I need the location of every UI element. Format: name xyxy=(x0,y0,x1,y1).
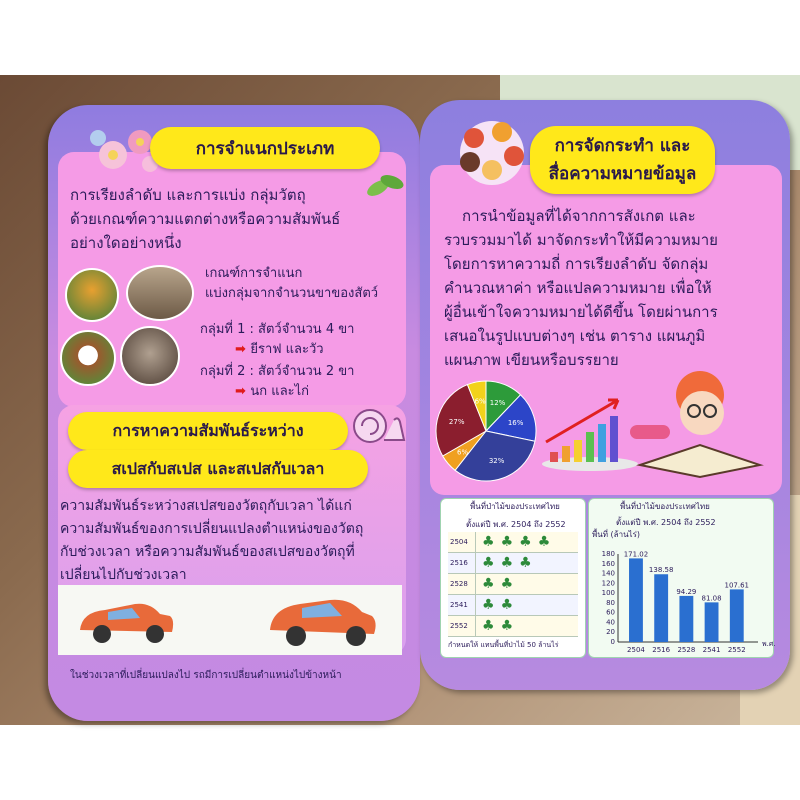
tree-icon: ♣ xyxy=(482,618,495,634)
car-caption: ในช่วงเวลาที่เปลี่ยนแปลงไป รถมีการเปลี่ยนตำแหน่งไปข้างหน้า xyxy=(70,670,342,681)
pictograph-year: 2516 xyxy=(448,553,476,573)
left-title-pill: การจำแนกประเภท xyxy=(150,127,380,169)
right-title-line1: การจัดกระทำ และ xyxy=(554,136,691,156)
bar-chart-title: พื้นที่ป่าไม้ของประเทศไทย xyxy=(620,502,710,511)
y-tick-label: 20 xyxy=(606,628,615,637)
group1-example-text: ยีราฟ และวัว xyxy=(250,342,324,357)
tree-icon: ♣ xyxy=(537,534,551,550)
right-title-pill xyxy=(530,126,715,194)
y-tick-label: 180 xyxy=(601,550,615,558)
pictograph-year: 2504 xyxy=(448,532,476,552)
right-body-line-4: คำนวณหาค่า หรือแปลความหมาย เพื่อให้ xyxy=(444,279,712,297)
x-tick-label: 2504 xyxy=(627,646,645,654)
y-tick-label: 0 xyxy=(610,638,615,646)
bar xyxy=(654,574,668,642)
bar-value-label: 138.58 xyxy=(648,566,674,575)
arrow-right-icon: ➡ xyxy=(235,384,251,399)
right-body-line-2: รวบรวมมาได้ มาจัดกระทำให้มีความหมาย xyxy=(444,231,718,249)
criteria-line-2: แบ่งกลุ่มจากจำนวนขาของสัตว์ xyxy=(205,286,379,301)
left-body-line-2: ด้วยเกณฑ์ความแตกต่างหรือความสัมพันธ์ xyxy=(70,210,341,228)
tree-icon: ♣ xyxy=(482,534,495,550)
bar xyxy=(679,596,693,642)
cow-photo xyxy=(60,330,116,386)
car-icon xyxy=(80,604,173,643)
pie-chart xyxy=(430,375,542,487)
children-icon xyxy=(452,118,532,188)
y-tick-label: 120 xyxy=(601,579,615,588)
group1-label: กลุ่มที่ 1 : สัตว์จำนวน 4 ขา xyxy=(200,322,355,337)
tree-icon: ♣ xyxy=(482,597,495,613)
bar-value-label: 171.02 xyxy=(623,550,649,559)
group2-example xyxy=(235,384,309,400)
pie-slice-label: 6% xyxy=(457,448,469,457)
bar-value-label: 94.29 xyxy=(676,587,697,596)
pictograph-row xyxy=(448,553,578,574)
tree-icon: ♣ xyxy=(519,555,532,571)
section2-title-line1: การหาความสัมพันธ์ระหว่าง xyxy=(68,412,348,450)
section2-line-3: กับช่วงเวลา หรือความสัมพันธ์ของสเปสของวัตถุที่ xyxy=(60,544,355,560)
y-tick-label: 60 xyxy=(606,608,615,617)
group1-example xyxy=(235,342,324,358)
criteria-line-1: เกณฑ์การจำแนก xyxy=(205,266,303,281)
tree-icon: ♣ xyxy=(500,555,514,571)
bar xyxy=(629,558,643,642)
tree-icon: ♣ xyxy=(500,534,514,550)
bar xyxy=(705,602,719,642)
pictograph-row xyxy=(448,532,578,553)
arrow-right-icon: ➡ xyxy=(235,342,251,357)
bar-chart-subtitle: ตั้งแต่ปี พ.ศ. 2504 ถึง 2552 xyxy=(616,518,716,527)
left-body-line-1: การเรียงลำดับ และการแบ่ง กลุ่มวัตถุ xyxy=(70,186,306,204)
tree-icon: ♣ xyxy=(500,597,514,613)
pictograph-year: 2552 xyxy=(448,616,476,636)
y-tick-label: 80 xyxy=(606,598,615,607)
y-tick-label: 40 xyxy=(606,618,615,627)
snail-icon xyxy=(348,400,408,448)
right-body-line-3: โดยการหาความถี่ การเรียงลำดับ จัดกลุ่ม xyxy=(444,255,709,273)
pie-slice-label: 6% xyxy=(474,397,486,406)
bar-value-label: 81.08 xyxy=(701,594,722,603)
right-body-line-1: การนำข้อมูลที่ได้จากการสังเกต และ xyxy=(462,207,696,225)
car-icon xyxy=(270,600,376,646)
group2-label: กลุ่มที่ 2 : สัตว์จำนวน 2 ขา xyxy=(200,364,355,379)
pie-slice-label: 32% xyxy=(488,457,505,466)
bar-chart-ylabel: พื้นที่ (ล้านไร่) xyxy=(592,530,640,539)
pictograph-row xyxy=(448,574,578,595)
section2-line-1: ความสัมพันธ์ระหว่างสเปสของวัตถุกับเวลา ได้แก่ xyxy=(60,498,352,514)
tree-icon: ♣ xyxy=(519,534,532,550)
car-illustration xyxy=(60,590,400,650)
pictograph-row xyxy=(448,595,578,616)
growth-bars-icon xyxy=(540,392,640,472)
x-tick-label: 2528 xyxy=(677,646,696,654)
x-tick-label: 2516 xyxy=(652,646,671,654)
tree-icon: ♣ xyxy=(482,555,495,571)
tree-icon: ♣ xyxy=(500,618,514,634)
pictograph-table xyxy=(448,532,578,637)
pictograph-year: 2541 xyxy=(448,595,476,615)
bar-chart xyxy=(588,540,774,658)
left-body-line-3: อย่างใดอย่างหนึ่ง xyxy=(70,234,182,252)
bar-value-label: 107.61 xyxy=(724,581,750,590)
girl-reading-icon xyxy=(630,365,770,480)
section2-title-line2: สเปสกับสเปส และสเปสกับเวลา xyxy=(68,450,368,488)
right-body-line-6: เสนอในรูปแบบต่างๆ เช่น ตาราง แผนภูมิ xyxy=(444,327,706,345)
tree-icon: ♣ xyxy=(500,576,514,592)
section2-line-4: เปลี่ยนไปกับช่วงเวลา xyxy=(60,567,187,583)
giraffe-photo xyxy=(126,265,194,321)
pie-slice-label: 16% xyxy=(507,418,524,427)
bird-photo xyxy=(65,268,119,322)
pictograph-subtitle: ตั้งแต่ปี พ.ศ. 2504 ถึง 2552 xyxy=(466,520,566,529)
pictograph-title: พื้นที่ป่าไม้ของประเทศไทย xyxy=(470,502,560,511)
pictograph-year: 2528 xyxy=(448,574,476,594)
y-tick-label: 100 xyxy=(601,589,615,598)
section2-line-2: ความสัมพันธ์ของการเปลี่ยนแปลงตำแหน่งของวัตถุ xyxy=(60,521,364,537)
pie-slice-label: 12% xyxy=(489,399,506,408)
pictograph-footer: กำหนดให้ แทนพื้นที่ป่าไม้ 50 ล้านไร่ xyxy=(448,641,559,649)
y-tick-label: 140 xyxy=(601,569,615,578)
x-axis-label: พ.ศ. xyxy=(762,640,776,648)
tree-icon: ♣ xyxy=(482,576,495,592)
right-title-line2: สื่อความหมายข้อมูล xyxy=(548,164,697,184)
pictograph-row xyxy=(448,616,578,637)
y-tick-label: 160 xyxy=(601,559,615,568)
right-body-line-5: ผู้อื่นเข้าใจความหมายได้ดีขึ้น โดยผ่านการ xyxy=(444,303,718,321)
pie-slice-label: 27% xyxy=(448,417,465,426)
chicken-photo xyxy=(120,326,180,386)
x-tick-label: 2541 xyxy=(702,646,721,654)
bar xyxy=(730,589,744,642)
right-body-line-7: แผนภาพ เขียนหรือบรรยาย xyxy=(444,351,619,369)
group2-example-text: นก และไก่ xyxy=(250,384,310,399)
x-tick-label: 2552 xyxy=(727,646,746,654)
leaf-icon xyxy=(364,168,408,202)
